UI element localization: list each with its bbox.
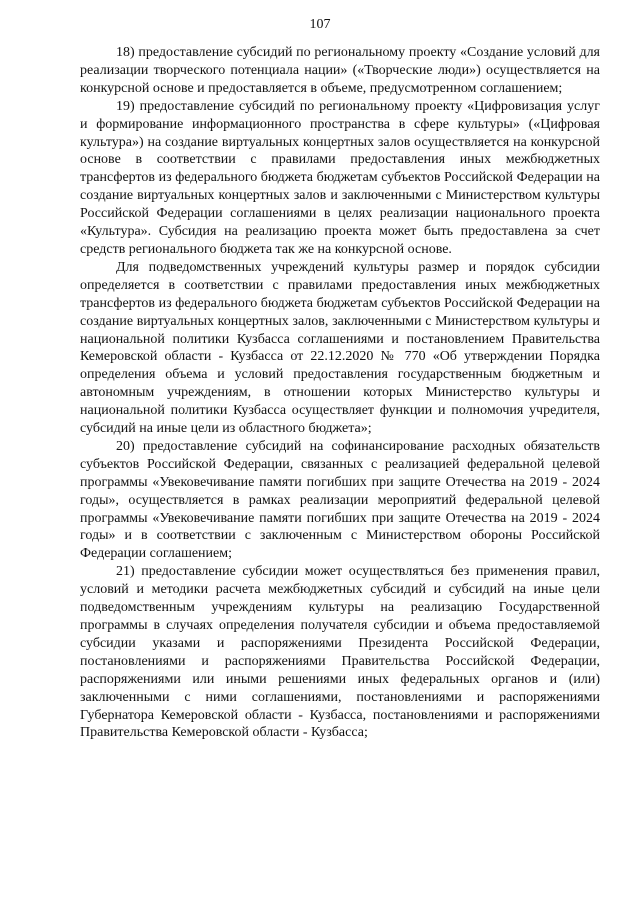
paragraph-item-21: 21) предоставление субсидии может осуществляться без применения правил, условий и методики расчета межбюджетных субсидий и субсидий на иные цели подведомственным учреждениям культуры на реализацию Государственной программы в случаях определения получателя субсидии и объема предоставляемой субсидии указами и распоряжениями Президента Российской Федерации, постановлениями и распоряжениями Правительства Российской Федерации, распоряжениями или иными решениями иных федеральных органов и (или) заключенными с ними соглашениями, постановлениями и распоряжениями Губернатора Кемеровской области - Кузбасса, постановлениями и распоряжениями Правительства Кемеровской области - Кузбасса; bbox=[80, 564, 600, 741]
paragraph-item-18: 18) предоставление субсидий по региональному проекту «Создание условий для реализации творческого потенциала нации» («Творческие люди») осуществляется на конкурсной основе и предоставляется в объеме, предусмотренном соглашением; bbox=[80, 45, 600, 96]
page-number: 107 bbox=[309, 17, 331, 32]
document-body bbox=[80, 44, 600, 742]
paragraph-subordinate-institutions: Для подведомственных учреждений культуры размер и порядок субсидии определяется в соответствии с правилами предоставления иных межбюджетных трансфертов из федерального бюджета бюджетам субъектов Российской Федерации на создание виртуальных концертных залов, заключенными с Министерством культуры и национальной политики Кузбасса соглашениями и постановлением Правительства Кемеровской области - Кузбасса от 22.12.2020 № 770 «Об утверждении Порядка определения объема и условий предоставления государственным бюджетным и автономным учреждениям, в отношении которых Министерство культуры и национальной политики Кузбасса осуществляет функции и полномочия учредителя, субсидий на иные цели из областного бюджета»; bbox=[80, 259, 600, 437]
paragraph-item-20: 20) предоставление субсидий на софинансирование расходных обязательств субъектов Российской Федерации, связанных с реализацией федеральной целевой программы «Увековечивание памяти погибших при защите Отечества на 2019 - 2024 годы», осуществляется в рамках реализации мероприятий федеральной целевой программы «Увековечивание памяти погибших при защите Отечества на 2019 - 2024 годы» и в соответствии с заключенным с Министерством обороны Российской Федерации соглашением; bbox=[80, 438, 600, 562]
paragraph-item-19: 19) предоставление субсидий по региональному проекту «Цифровизация услуг и формирование информационного пространства в сфере культуры» («Цифровая культура») на создание виртуальных концертных залов осуществляется на конкурсной основе в соответствии с правилами предоставления иных межбюджетных трансфертов из федерального бюджета бюджетам субъектов Российской Федерации на создание виртуальных концертных залов и заключенными с Министерством культуры Российской Федерации соглашениями в целях реализации национального проекта «Культура». Субсидия на реализацию проекта может быть предоставлена за счет средств регионального бюджета так же на конкурсной основе. bbox=[80, 98, 600, 257]
